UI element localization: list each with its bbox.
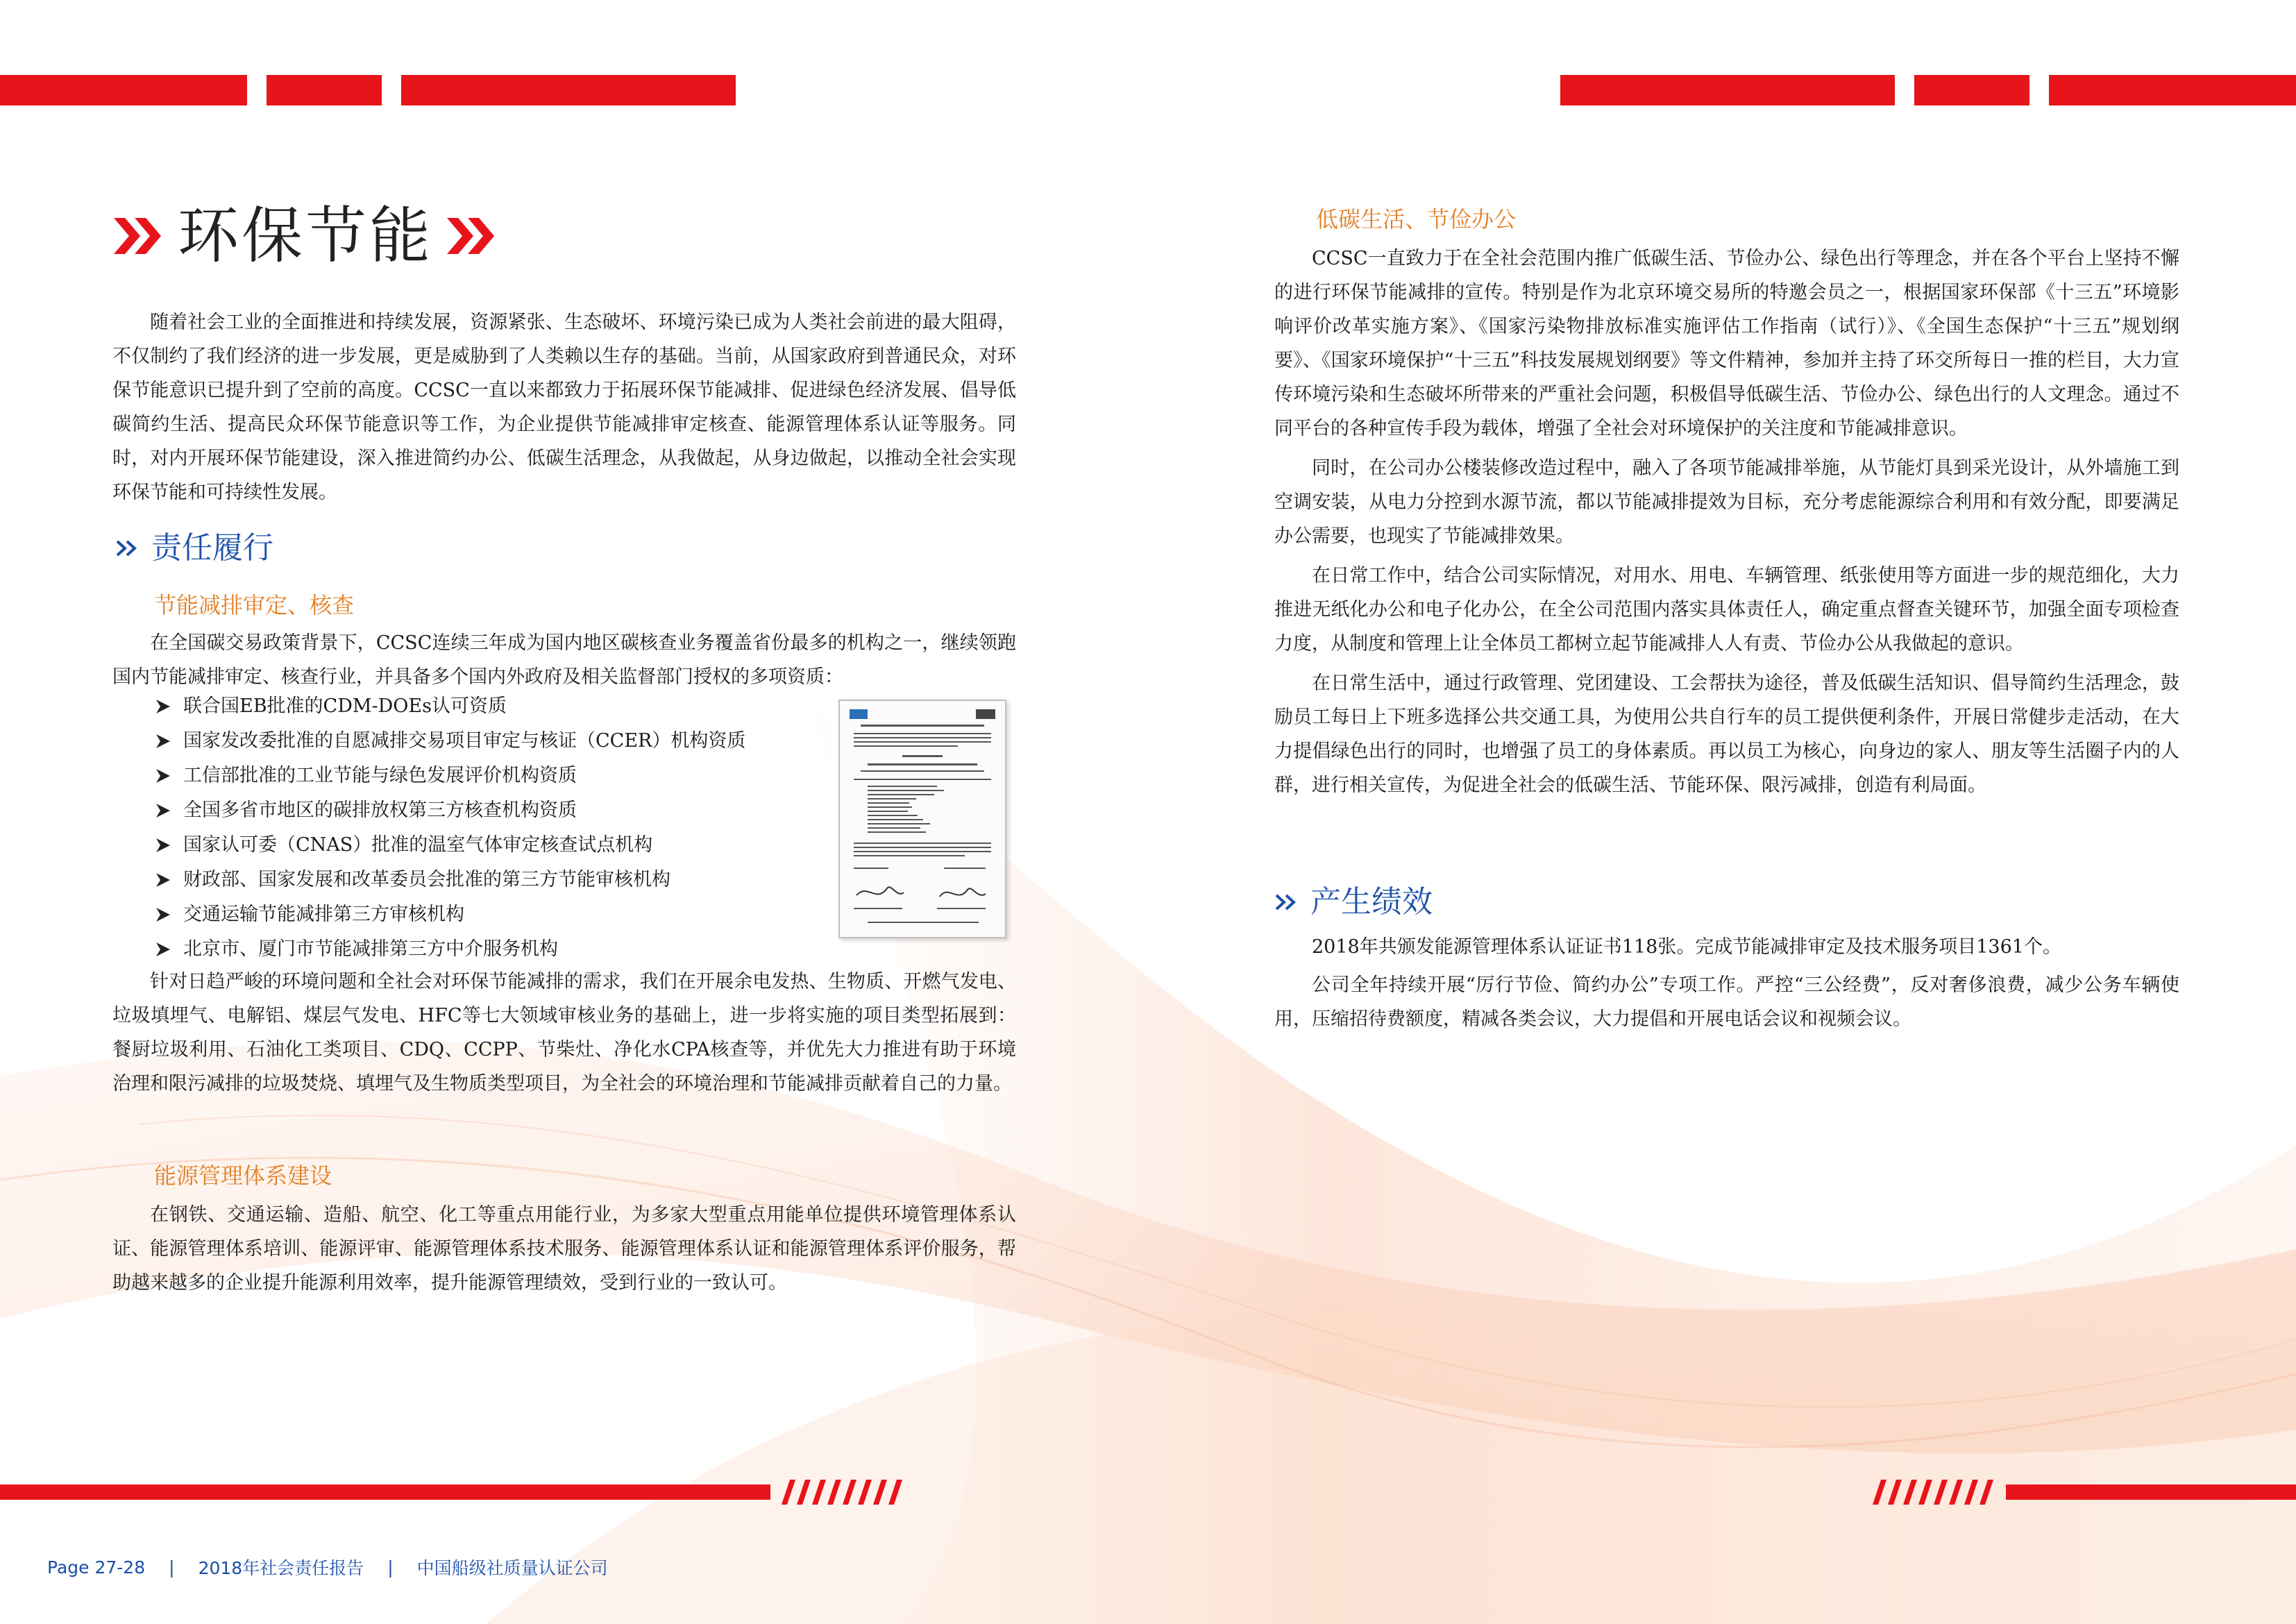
section-heading-performance — [1274, 883, 1433, 922]
bottom-bar-left — [0, 1485, 770, 1500]
section-heading-text: 产生绩效 — [1310, 884, 1433, 920]
footer-separator: | — [387, 1557, 394, 1578]
performance-block — [1274, 930, 2179, 1036]
arrow-bullet-icon — [154, 697, 172, 716]
double-chevron-icon — [1274, 888, 1305, 916]
page-title — [111, 201, 500, 271]
subheading-low-carbon: 低碳生活、节俭办公 — [1316, 206, 1517, 232]
bottom-bar-right — [2006, 1485, 2296, 1500]
top-bar-right-1 — [1560, 75, 1895, 105]
double-chevron-icon — [444, 208, 500, 264]
energy-audit-lead: 在全国碳交易政策背景下，CCSC连续三年成为国内地区碳核查业务覆盖省份最多的机构之一，继续领跑国内节能减排审定、核查行业，并具备多个国内外政府及相关监督部门授权的多项资质： — [112, 632, 1016, 688]
bottom-hatch-left — [776, 1480, 908, 1505]
intro-paragraph: 随着社会工业的全面推进和持续发展，资源紧张、生态破坏、环境污染已成为人类社会前进的最大阻碍，不仅制约了我们经济的进一步发展，更是威胁到了人类赖以生存的基础。当前，从国家政府到普通民众，对环保节能意识已提升到了空前的高度。CCSC一直以来都致力于拓展环保节能减排、促进绿色经济发展、倡导低碳简约生活、提高民众环保节能意识等工作，为企业提供节能减排审定核查、能源管理体系认证等服务。同时，对内开展环保节能建设，深入推进简约办公、低碳生活理念，从我做起，从身边做起，以推动全社会实现环保节能和可持续性发展。 — [112, 312, 1016, 503]
double-chevron-icon — [115, 534, 146, 562]
intro-block — [112, 305, 1016, 509]
low-carbon-paragraph-1: CCSC一直致力于在全社会范围内推广低碳生活、节俭办公、绿色出行等理念，并在各个平台上坚持不懈的进行环保节能减排的宣传。特别是作为北京环境交易所的特邀会员之一，根据国家环保部《十三五”环境影响评价改革实施方案》、《国家污染物排放标准实施评估工作指南（试行）》、《全国生态保护“十三五”规划纲要》、《国家环境保护“十三五”科技发展规划纲要》等文件精神，参加并主持了环交所每日一推的栏目，大力宣传环境污染和生态破坏所带来的严重社会问题，积极倡导低碳生活、节俭办公、绿色出行的人文理念。通过不同平台的各种宣传手段为载体，增强了全社会对环境保护的关注度和节能减排意识。 — [1274, 248, 2179, 439]
performance-paragraph-1: 2018年共颁发能源管理体系认证证书118张。完成节能减排审定及技术服务项目1361个。 — [1312, 936, 2061, 958]
footer-page-number: Page 27-28 — [47, 1557, 146, 1578]
arrow-bullet-icon — [154, 836, 172, 854]
top-bar-left-3 — [401, 75, 736, 105]
arrow-bullet-icon — [154, 732, 172, 750]
low-carbon-paragraph-4: 在日常生活中，通过行政管理、党团建设、工会帮扶为途径，普及低碳生活知识、倡导简约生活理念，鼓励员工每日上下班多选择公共交通工具，为使用公共自行车的员工提供便利条件，开展日常健步走活动，在大力提倡绿色出行的同时，也增强了员工的身体素质。再以员工为核心，向身边的家人、朋友等生活圈子内的人群，进行相关宣传，为促进全社会的低碳生活、节能环保、限污减排，创造有利局面。 — [1274, 673, 2179, 796]
arrow-bullet-icon — [154, 871, 172, 889]
section-heading-responsibility — [115, 529, 273, 568]
energy-management-body: 在钢铁、交通运输、造船、航空、化工等重点用能行业，为多家大型重点用能单位提供环境管理体系认证、能源管理体系培训、能源评审、能源管理体系技术服务、能源管理体系认证和能源管理体系评价服务，帮助越来越多的企业提升能源利用效率，提升能源管理绩效，受到行业的一致认可。 — [112, 1204, 1016, 1294]
top-bar-left-1 — [0, 75, 247, 105]
page-footer — [47, 1555, 608, 1580]
qualification-list — [154, 689, 820, 967]
arrow-bullet-icon — [154, 802, 172, 820]
list-item: 财政部、国家发展和改革委员会批准的第三方节能审核机构 — [154, 863, 820, 897]
list-item: 国家认可委（CNAS）批准的温室气体审定核查试点机构 — [154, 828, 820, 863]
energy-audit-body: 针对日趋严峻的环境问题和全社会对环保节能减排的需求，我们在开展余电发热、生物质、开燃气发电、垃圾填埋气、电解铝、煤层气发电、HFC等七大领域审核业务的基础上，进一步将实施的项目类型拓展到：餐厨垃圾利用、石油化工类项目、CDQ、CCPP、节柴灶、净化水CPA核查等，并优先大力推进有助于环境治理和限污减排的垃圾焚烧、填埋气及生物质类型项目，为全社会的环境治理和节能减排贡献着自己的力量。 — [112, 971, 1016, 1094]
energy-audit-lead-block — [112, 626, 1016, 694]
low-carbon-paragraph-3: 在日常工作中，结合公司实际情况，对用水、用电、车辆管理、纸张使用等方面进一步的规范细化，大力推进无纸化办公和电子化办公，在全公司范围内落实具体责任人，确定重点督查关键环节，加强全面专项检查力度，从制度和管理上让全体员工都树立起节能减排人人有责、节俭办公从我做起的意识。 — [1274, 565, 2179, 654]
top-bar-right-3 — [2049, 75, 2296, 105]
performance-paragraph-2: 公司全年持续开展“厉行节俭、简约办公”专项工作。严控“三公经费”，反对奢侈浪费，减少公务车辆使用，压缩招待费额度，精减各类会议，大力提倡和开展电话会议和视频会议。 — [1274, 974, 2179, 1030]
top-bar-right-2 — [1914, 75, 2029, 105]
list-item: 交通运输节能减排第三方审核机构 — [154, 897, 820, 932]
certificate-image — [838, 700, 1006, 938]
arrow-bullet-icon — [154, 767, 172, 785]
bottom-hatch-right — [1867, 1480, 1999, 1505]
list-item: 北京市、厦门市节能减排第三方中介服务机构 — [154, 932, 820, 967]
energy-management-body-block — [112, 1198, 1016, 1300]
arrow-bullet-icon — [154, 906, 172, 924]
footer-report-name: 2018年社会责任报告 — [198, 1558, 364, 1578]
subheading-energy-management: 能源管理体系建设 — [154, 1162, 332, 1189]
section-heading-text: 责任履行 — [151, 530, 273, 566]
subheading-energy-audit: 节能减排审定、核查 — [154, 592, 355, 618]
list-item: 国家发改委批准的自愿减排交易项目审定与核证（CCER）机构资质 — [154, 724, 820, 759]
page-title-text: 环保节能 — [178, 200, 434, 271]
list-item: 全国多省市地区的碳排放权第三方核查机构资质 — [154, 793, 820, 828]
footer-separator: | — [169, 1557, 175, 1578]
low-carbon-paragraph-2: 同时，在公司办公楼装修改造过程中，融入了各项节能减排举施，从节能灯具到采光设计，从外墙施工到空调安装，从电力分控到水源节流，都以节能减排提效为目标，充分考虑能源综合利用和有效分配，即要满足办公需要，也现实了节能减排效果。 — [1274, 457, 2179, 547]
list-item: 工信部批准的工业节能与绿色发展评价机构资质 — [154, 759, 820, 793]
double-chevron-icon — [111, 208, 167, 264]
energy-audit-body-block — [112, 965, 1016, 1101]
top-bar-left-2 — [267, 75, 382, 105]
list-item: 联合国EB批准的CDM-DOEs认可资质 — [154, 689, 820, 724]
arrow-bullet-icon — [154, 940, 172, 958]
footer-company-name: 中国船级社质量认证公司 — [416, 1558, 608, 1578]
low-carbon-block — [1274, 242, 2179, 802]
certificate-illustration — [840, 701, 1005, 937]
